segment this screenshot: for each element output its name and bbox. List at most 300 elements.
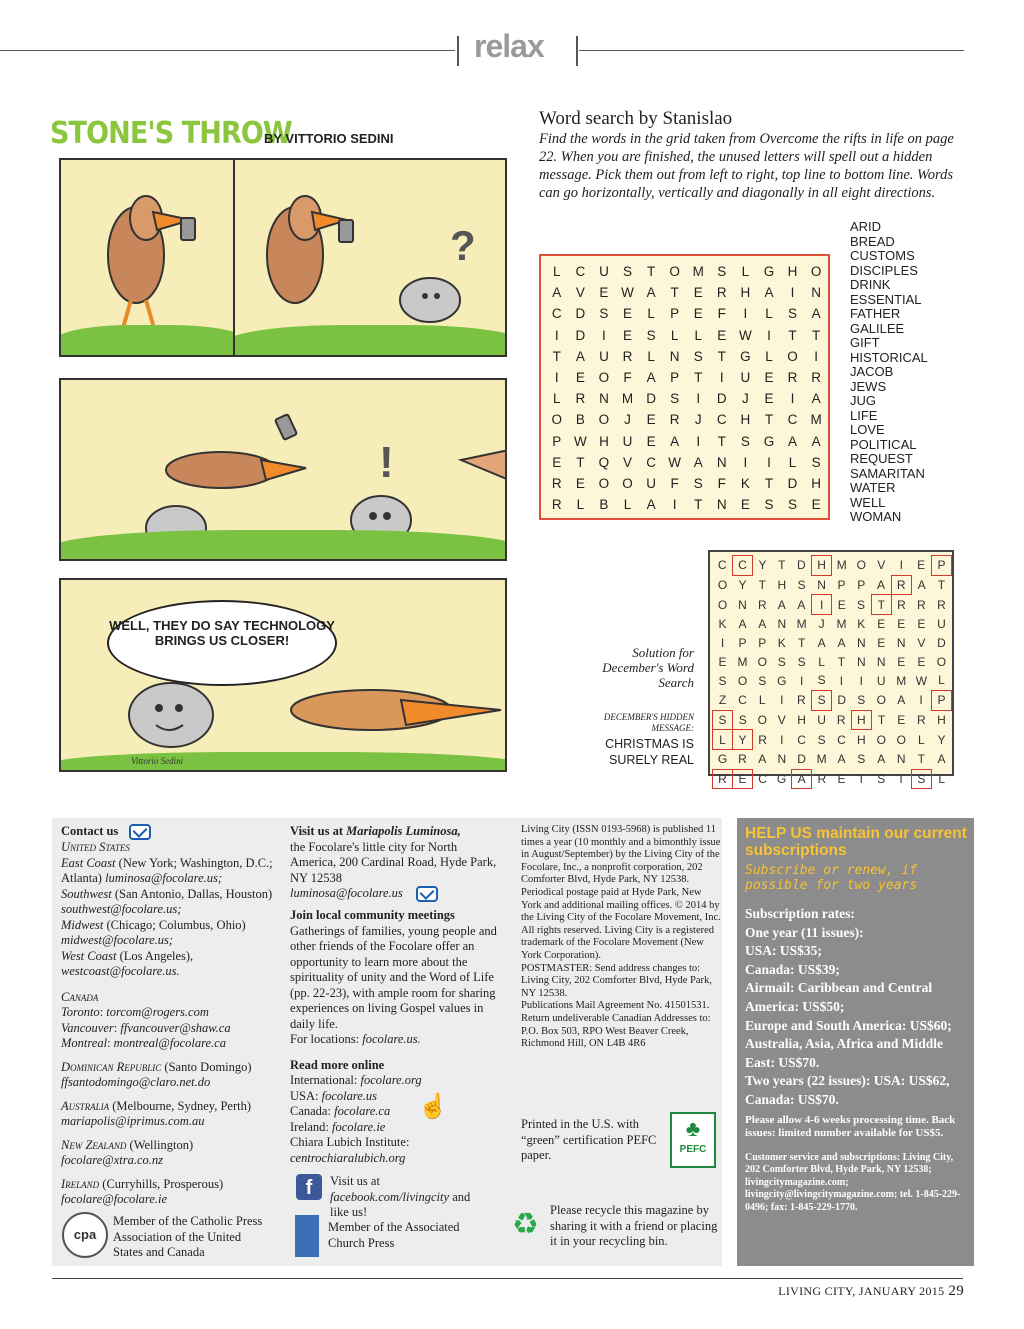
grid-cell: T <box>694 497 703 513</box>
solution-row <box>713 710 952 730</box>
visit-heading-place: Mariapolis Luminosa, <box>346 824 461 838</box>
pointer-hand-icon: ☝ <box>418 1094 448 1120</box>
grid-cell: C <box>575 264 586 280</box>
solution-cell: O <box>757 654 767 669</box>
solution-cell: E <box>917 617 926 632</box>
solution-cell: I <box>899 771 903 786</box>
grid-cell: E <box>623 306 633 322</box>
rate-line: Airmail: Caribbean and Central America: US$50; <box>745 980 933 1014</box>
contact-area: (Curryhills, Prosperous) <box>99 1176 224 1191</box>
publication-column <box>521 824 721 1051</box>
online-link-label: Ireland: <box>290 1119 332 1134</box>
solution-cell: S <box>718 673 727 688</box>
solution-cell: A <box>797 597 806 612</box>
solution-cell: H <box>937 713 946 728</box>
grid-cell: T <box>717 348 726 364</box>
grid-cell: H <box>740 285 751 301</box>
solution-cell: M <box>816 752 827 767</box>
comic-panel-4 <box>59 578 507 772</box>
contact-area: (San Antonio, Dallas, Houston) <box>111 886 273 901</box>
contact-email-link[interactable]: ffvancouver@shaw.ca <box>120 1020 231 1035</box>
solution-cell: K <box>718 617 727 632</box>
grid-cell: E <box>575 370 585 386</box>
grid-cell: I <box>554 370 559 386</box>
grid-row <box>545 431 828 452</box>
grid-cell: I <box>743 306 748 322</box>
processing-note: Please allow 4-6 weeks processing time. Back issues: limited number available for US$5. <box>745 1113 956 1139</box>
online-link-row <box>290 1120 500 1136</box>
question-mark: ? <box>450 222 476 269</box>
contact-region: Toronto <box>61 1005 100 1020</box>
grid-row <box>545 303 828 324</box>
solution-cell: R <box>713 769 733 789</box>
solution-cell: C <box>797 732 806 747</box>
solution-cell: A <box>817 636 826 651</box>
solution-cell: U <box>817 713 826 728</box>
grid-cell: E <box>717 327 727 343</box>
grid-cell: W <box>668 454 682 470</box>
solution-cell: P <box>931 556 951 576</box>
solution-cell: S <box>911 769 931 789</box>
solution-cell: I <box>812 595 832 615</box>
grid-cell: T <box>670 285 679 301</box>
solution-cell: E <box>917 654 926 669</box>
solution-cell: P <box>837 578 846 593</box>
solution-cell: M <box>836 617 847 632</box>
grid-cell: A <box>811 306 821 322</box>
footer <box>778 1283 964 1300</box>
solution-cell: D <box>797 751 806 766</box>
solution-cell: A <box>897 693 906 708</box>
contact-email-link[interactable]: montreal@focolare.ca <box>113 1036 226 1051</box>
grid-cell: R <box>622 348 633 364</box>
solution-row <box>713 575 952 595</box>
recycle-note: Please recycle this magazine by sharing it with a friend or placing it in your recycling bin. <box>550 1203 718 1248</box>
grass <box>59 530 507 561</box>
solution-cell: I <box>780 732 784 747</box>
solution-cell: S <box>857 692 866 707</box>
grid-row <box>545 261 828 282</box>
solution-cell: N <box>896 636 906 651</box>
contact-region: Montreal <box>61 1036 108 1051</box>
solution-cell: A <box>837 636 846 651</box>
grid-cell: A <box>552 285 562 301</box>
grid-cell: F <box>717 306 726 322</box>
solution-cell: A <box>877 752 886 767</box>
footer-text: LIVING CITY, JANUARY 2015 <box>778 1284 945 1298</box>
contact-entry <box>61 1021 279 1037</box>
grid-cell: E <box>575 475 585 491</box>
contact-area: (Los Angeles), <box>116 948 194 963</box>
grid-cell: T <box>576 454 585 470</box>
meetings-loc-link[interactable]: focolare.us. <box>362 1032 421 1047</box>
visit-email-link[interactable]: luminosa@focolare.us <box>290 886 403 900</box>
grid-cell: V <box>575 285 585 301</box>
comic-panel-3 <box>59 378 507 561</box>
publication-text-1: Living City (ISSN 0193-5968) is published 11 times a year (10 monthly and a bimonthly issue in August/September) by the Living City of the Focolare, Inc., a nonprofit corporation, 202 Comforter Blvd, Hyde Park, NY 12538. Periodical postage paid at Hyde Park, New York and additional mailing offices. © 2014 by the Living City of the Focolare Movement, Inc. <box>521 824 721 924</box>
header-bar-right <box>576 36 578 66</box>
read-online-heading: Read more online <box>290 1057 385 1072</box>
grid-cell: D <box>716 391 727 407</box>
grid-cell: O <box>622 475 633 491</box>
grid-cell: K <box>740 475 750 491</box>
contact-email-link[interactable]: westcoast@focolare.us. <box>61 964 180 979</box>
grid-cell: I <box>602 327 606 343</box>
grid-row <box>545 346 828 367</box>
grid-cell: L <box>788 454 797 470</box>
grid-cell: A <box>575 348 585 364</box>
rate-line: Australia, Asia, Africa and Middle East: US$70. <box>745 1036 944 1070</box>
online-link-label: USA: <box>290 1088 322 1103</box>
grid-cell: C <box>551 306 562 322</box>
solution-cell: M <box>836 558 847 573</box>
grid-cell: L <box>553 391 561 407</box>
grid-cell: I <box>790 285 795 301</box>
grid-cell: S <box>646 327 656 343</box>
word-list-item: GALILEE <box>850 320 905 336</box>
grass <box>233 325 507 357</box>
grid-cell: R <box>551 475 562 491</box>
grid-cell: R <box>787 370 798 386</box>
page-number: 29 <box>948 1283 964 1299</box>
solution-cell: R <box>891 575 911 595</box>
solution-cell: G <box>717 752 728 767</box>
grid-row <box>545 452 828 473</box>
grid-cell: E <box>693 285 703 301</box>
online-link[interactable]: focolare.org <box>360 1073 422 1088</box>
hidden-message: CHRISTMAS IS SURELY REAL <box>605 737 694 767</box>
facebook-link[interactable]: facebook.com/livingcity <box>330 1189 450 1204</box>
grid-cell: S <box>764 497 774 513</box>
grid-row <box>545 494 828 515</box>
solution-cell: V <box>877 558 886 573</box>
comic-title: STONE'S THROW <box>50 116 292 151</box>
solution-cell: A <box>738 617 747 632</box>
grid-cell: R <box>716 285 727 301</box>
contact-email-link[interactable]: southwest@focolare.us; <box>61 902 182 917</box>
solution-cell: I <box>780 693 784 708</box>
grid-cell: H <box>787 264 798 280</box>
subscription-content <box>745 825 967 1214</box>
solution-grid <box>708 550 954 786</box>
grid-cell: T <box>764 475 774 491</box>
online-link-label: International: <box>290 1073 361 1088</box>
grid-cell: U <box>646 475 656 491</box>
grid-cell: G <box>740 348 751 364</box>
grid-cell: A <box>670 433 680 449</box>
solution-cell: M <box>796 617 807 632</box>
header-bar-left <box>457 36 459 66</box>
recycle-icon: ♻ <box>512 1208 539 1241</box>
grid-cell: L <box>623 497 632 513</box>
solution-cell: K <box>777 636 786 651</box>
word-list-item: SAMARITAN <box>850 465 925 481</box>
grid-cell: E <box>646 412 656 428</box>
online-link[interactable]: focolare.ie <box>332 1119 386 1134</box>
grid-cell: F <box>717 475 726 491</box>
contact-area: (Melbourne, Sydney, Perth) <box>109 1098 252 1113</box>
solution-cell: I <box>859 673 863 688</box>
solution-cell: O <box>856 558 866 573</box>
publication-text-4: Publications Mail Agreement No. 41501531. Return undeliverable Canadian Addresses to: P.O. Box 503, RPO West Beaver Creek, Richmond Hill, ON L4B 4R6 <box>521 1000 711 1050</box>
contact-region: West Coast <box>61 948 117 963</box>
solution-cell: S <box>758 673 767 688</box>
grid-cell: D <box>787 475 798 491</box>
solution-cell: H <box>777 578 787 593</box>
grid-cell: H <box>740 412 751 428</box>
contact-entry <box>61 918 279 949</box>
solution-cell: L <box>758 693 766 708</box>
contact-area: (Santo Domingo) <box>161 1059 252 1074</box>
solution-cell: S <box>713 710 733 730</box>
solution-cell: T <box>871 595 891 615</box>
solution-cell: E <box>837 597 846 612</box>
word-list <box>850 220 928 525</box>
solution-cell: O <box>737 673 748 688</box>
grid-cell: A <box>811 433 821 449</box>
grid-cell: A <box>693 454 703 470</box>
grid-cell: N <box>716 454 727 470</box>
help-subtitle: Subscribe or renew, if possible for two years <box>745 863 918 893</box>
contact-entry <box>61 1036 279 1052</box>
solution-cell: R <box>937 597 946 612</box>
solution-cell: U <box>876 673 886 688</box>
solution-cell: R <box>917 712 926 727</box>
word-list-item: LIFE <box>850 407 878 423</box>
word-list-item: JUG <box>850 393 876 408</box>
solution-cell: A <box>792 769 812 789</box>
word-list-item: REQUEST <box>850 451 913 466</box>
word-list-item: ARID <box>850 219 882 234</box>
grid-cell: N <box>811 285 822 301</box>
help-title: HELP US maintain our current subscriptions <box>745 825 967 859</box>
grid-cell: L <box>765 348 773 364</box>
rates-heading: Subscription rates: <box>745 906 855 921</box>
solution-cell: E <box>877 636 886 651</box>
contact-email-link[interactable]: focolare@focolare.ie <box>61 1192 168 1207</box>
facebook-pre: Visit us at <box>330 1174 380 1188</box>
section-tag: relax <box>474 28 544 64</box>
solution-cell: Z <box>718 692 727 707</box>
solution-cell: P <box>857 578 866 593</box>
solution-cell: G <box>776 771 787 786</box>
header-rule-left <box>0 50 455 51</box>
solution-cell: O <box>757 712 767 727</box>
online-link[interactable]: focolare.us <box>321 1088 378 1103</box>
contact-region: Vancouver <box>61 1020 114 1035</box>
hidden-message-label: DECEMBER'S HIDDEN MESSAGE: <box>603 712 694 733</box>
artist-signature: Vittorio Sedini <box>131 756 184 766</box>
grid-row <box>545 473 828 494</box>
contact-email-link[interactable]: torcom@rogers.com <box>106 1005 209 1020</box>
solution-cell: E <box>897 712 906 727</box>
contact-entry <box>61 887 279 918</box>
grid-cell: A <box>646 370 656 386</box>
solution-cell: P <box>758 636 767 651</box>
grid-cell: O <box>669 264 680 280</box>
solution-cell: A <box>877 577 886 592</box>
grid-cell: E <box>740 497 750 513</box>
grid-cell: I <box>696 391 701 407</box>
solution-cell: M <box>737 654 748 669</box>
solution-row <box>713 556 952 576</box>
grid-cell: R <box>551 497 562 513</box>
contact-email-link[interactable]: midwest@focolare.us; <box>61 933 174 948</box>
grid-cell: T <box>694 370 703 386</box>
solution-cell: Y <box>758 558 767 573</box>
rate-line: Europe and South America: US$60; <box>745 1017 952 1033</box>
contact-entry <box>61 1060 279 1091</box>
institute-label: Chiara Lubich Institute: <box>290 1135 410 1150</box>
speech-bubble: WELL, THEY DO SAY TECHNOLOGY BRINGS US CLOSER! <box>107 600 337 686</box>
solution-row <box>713 671 952 690</box>
associated-press-member: Member of the Associated Church Press <box>328 1220 460 1250</box>
solution-cell: S <box>817 732 826 747</box>
word-list-item: FATHER <box>850 306 901 321</box>
grid-cell: T <box>788 327 797 343</box>
grid-cell: O <box>598 412 610 428</box>
solution-cell: T <box>937 578 946 593</box>
grid-cell: A <box>811 391 821 407</box>
solution-cell: R <box>836 712 846 727</box>
grid-cell: T <box>812 327 821 343</box>
online-link-row <box>290 1104 500 1120</box>
contact-email-link[interactable]: ffsantodomingo@claro.net.do <box>61 1075 211 1090</box>
footer-rule <box>52 1278 963 1279</box>
word-list-item: BREAD <box>850 233 895 249</box>
contact-email-link[interactable]: focolare@xtra.co.nz <box>61 1153 163 1168</box>
word-list-item: GIFT <box>850 335 880 350</box>
contact-country: New Zealand <box>61 1137 127 1152</box>
word-list-item: CUSTOMS <box>850 248 915 263</box>
solution-cell: I <box>919 693 923 708</box>
customer-service: Customer service and subscriptions: Living City, 202 Comforter Blvd, Hyde Park, NY 12538; livingcitymagazine.com; livingcity@livingcitymagazine.com; tel. 1-845-229-0496; fax: 1-845-229-1770. <box>745 1151 961 1213</box>
grid-cell: C <box>787 412 798 428</box>
facebook-post: and like us! <box>330 1189 471 1219</box>
contact-country: Australia <box>61 1098 110 1113</box>
pefc-label: PEFC <box>679 1144 707 1155</box>
grid-cell: S <box>693 475 703 491</box>
solution-cell: A <box>937 752 946 767</box>
solution-cell: I <box>720 636 725 651</box>
word-search-instructions: Find the words in the grid taken from Overcome the rifts in life on page 22. When you are finished, the unused letters will spell out a hidden message. Pick them out from left to right, top line to bottom line. Words can go horizontally, vertically and diagonally in all eight directions. <box>539 131 954 201</box>
solution-cell: N <box>856 636 866 651</box>
solution-cell: M <box>896 673 907 688</box>
grid-cell: A <box>646 285 656 301</box>
publication-text-3: POSTMASTER: Send address changes to: Living City, 202 Comforter Blvd, Hyde Park, NY 12538. <box>521 962 712 999</box>
solution-row <box>713 690 952 710</box>
canada-label: Canada <box>61 989 99 1004</box>
solution-cell: E <box>877 617 886 632</box>
contact-area: (Chicago; Columbus, Ohio) <box>103 917 246 932</box>
solution-cell: O <box>896 732 906 747</box>
online-link[interactable]: focolare.ca <box>334 1104 391 1119</box>
solution-cell: E <box>732 769 752 789</box>
facebook-icon[interactable]: f <box>296 1174 322 1200</box>
contact-sep: : <box>113 1020 121 1035</box>
grid-cell: V <box>623 454 633 470</box>
grid-cell: N <box>599 391 609 407</box>
word-list-item: DISCIPLES <box>850 262 918 278</box>
grid-cell: U <box>622 433 633 449</box>
grid-cell: L <box>647 348 655 364</box>
grid-cell: E <box>764 391 774 407</box>
meetings-heading: Join local community meetings <box>290 908 455 923</box>
email-icon <box>129 824 151 840</box>
solution-cell: S <box>738 712 747 727</box>
word-list-item: POLITICAL <box>850 436 917 452</box>
contact-entry <box>61 856 279 887</box>
grid-cell: O <box>598 370 610 386</box>
solution-cell: T <box>857 771 865 786</box>
grid-cell: F <box>623 370 632 386</box>
exclamation-mark: ! <box>379 438 394 487</box>
solution-row <box>713 652 952 671</box>
solution-cell: T <box>877 712 886 727</box>
solution-cell: N <box>856 654 866 669</box>
solution-cell: H <box>856 732 866 747</box>
grid-cell: U <box>599 264 609 280</box>
solution-cell: C <box>837 732 846 747</box>
grid-cell: L <box>647 306 655 322</box>
grid-cell: J <box>742 391 749 407</box>
solution-cell: T <box>917 751 926 766</box>
solution-cell: P <box>738 636 747 651</box>
grid-cell: O <box>810 264 822 280</box>
grid-row <box>545 325 828 346</box>
solution-cell: S <box>857 597 866 612</box>
grid-cell: L <box>741 264 750 280</box>
solution-cell: D <box>837 693 847 708</box>
visit-column <box>290 824 500 1166</box>
solution-row <box>713 749 952 769</box>
grid-cell: S <box>811 454 821 470</box>
grid-cell: E <box>646 433 656 449</box>
contact-email-link[interactable]: mariapolis@iprimus.com.au <box>61 1114 205 1129</box>
solution-cell: E <box>837 771 846 786</box>
grid-cell: J <box>694 412 702 428</box>
grid-cell: F <box>670 475 679 491</box>
grid-cell: U <box>599 348 609 364</box>
solution-cell: R <box>917 597 926 612</box>
grid-cell: P <box>670 370 680 386</box>
contact-sep: : <box>99 1005 107 1020</box>
solution-cell: A <box>758 617 767 632</box>
grid-cell: S <box>599 306 609 322</box>
solution-row <box>713 595 952 615</box>
institute-link[interactable]: centrochiaralubich.org <box>290 1150 406 1165</box>
contact-entry <box>61 1005 279 1021</box>
solution-cell: T <box>778 558 786 573</box>
grid-cell: D <box>646 391 656 407</box>
grid-cell: S <box>788 497 798 513</box>
solution-cell: C <box>738 693 747 708</box>
printed-note: Printed in the U.S. with “green” certification PEFC paper. <box>521 1117 657 1162</box>
grid-cell: G <box>763 264 775 280</box>
solution-cell: A <box>837 752 846 767</box>
grid-cell: M <box>810 412 822 428</box>
solution-cell: L <box>713 730 733 750</box>
word-list-item: HISTORICAL <box>850 349 928 365</box>
solution-cell: A <box>777 597 786 612</box>
contact-email-link[interactable]: luminosa@focolare.us; <box>105 871 223 886</box>
grid-cell: L <box>765 306 773 322</box>
rate-line: USA: US$35; <box>745 943 822 959</box>
grid-cell: C <box>716 412 727 428</box>
solution-caption: Solution for December's Word Search <box>602 645 694 690</box>
solution-cell: H <box>851 710 871 730</box>
solution-cell: C <box>732 556 752 576</box>
